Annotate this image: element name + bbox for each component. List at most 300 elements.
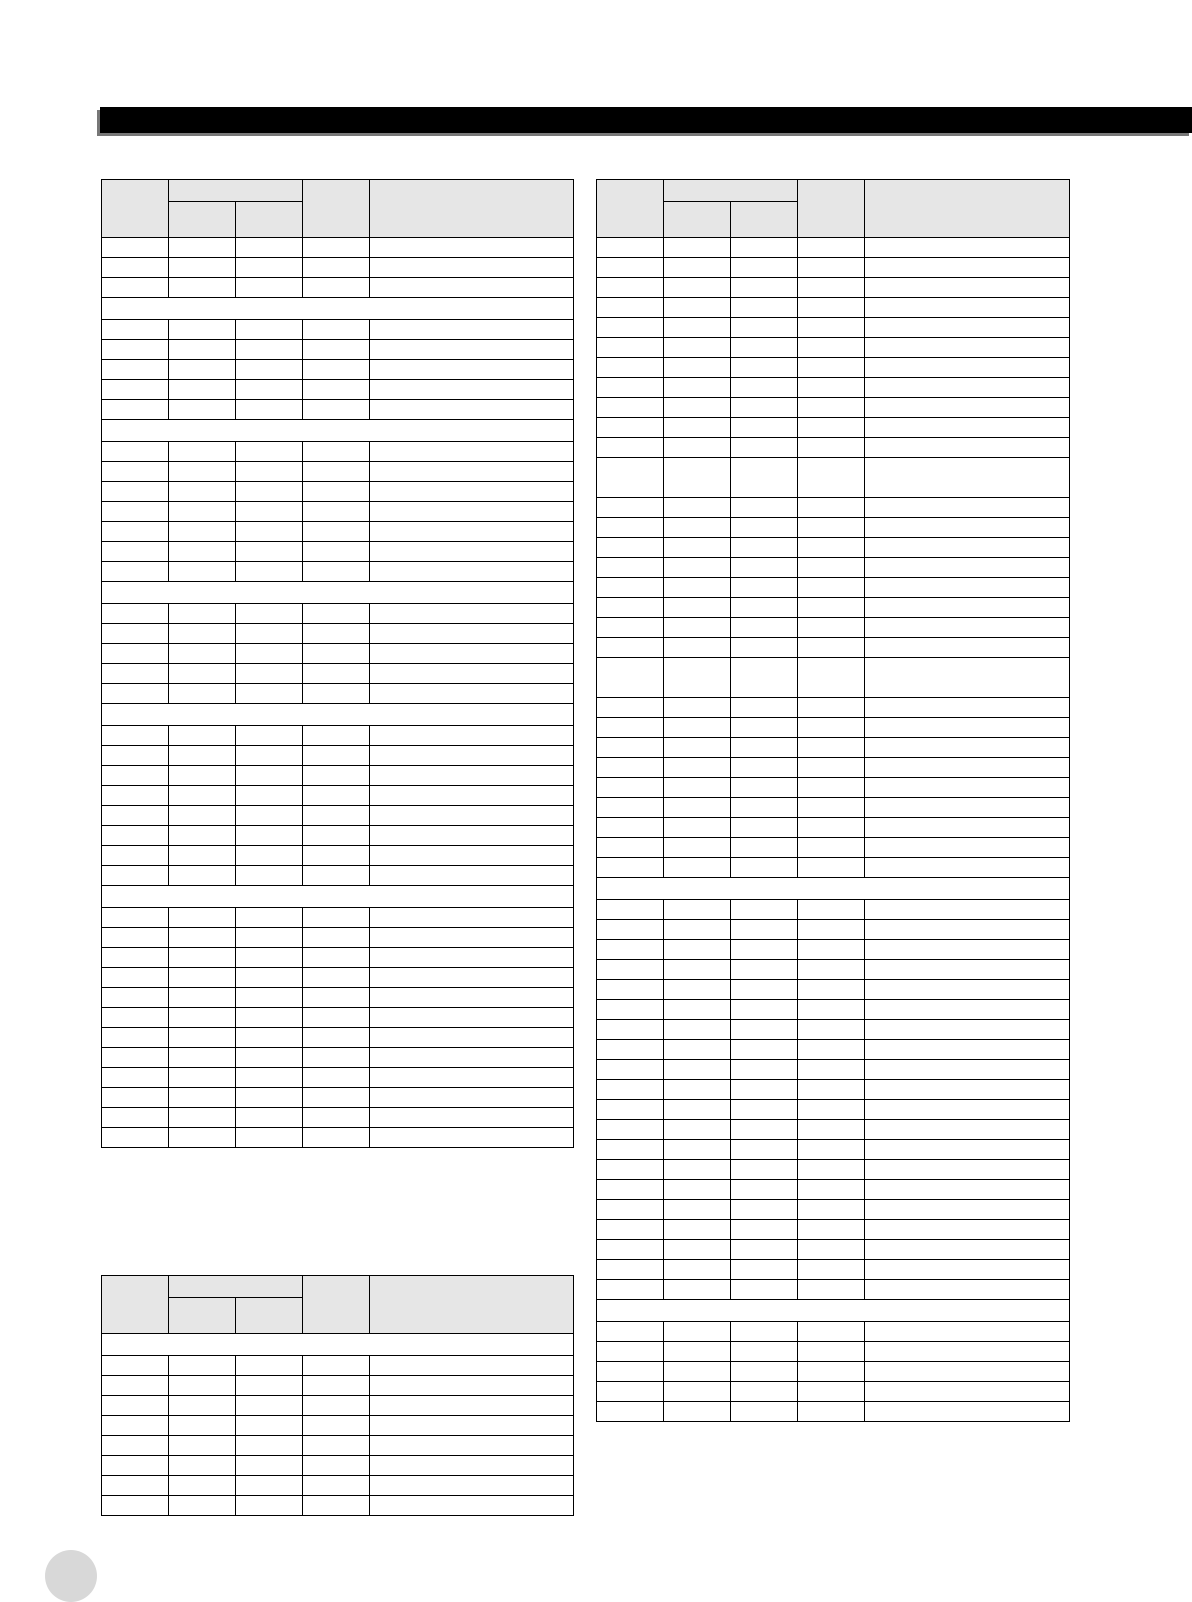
table-cell bbox=[731, 1000, 798, 1020]
table-cell bbox=[102, 624, 169, 644]
header-subcell bbox=[664, 202, 731, 238]
table-cell bbox=[370, 908, 574, 928]
table-cell bbox=[102, 1048, 169, 1068]
table-cell bbox=[664, 738, 731, 758]
table-row bbox=[597, 1342, 1070, 1362]
table-cell bbox=[303, 806, 370, 826]
table-cell bbox=[236, 502, 303, 522]
table-cell bbox=[102, 846, 169, 866]
table-cell bbox=[731, 1342, 798, 1362]
table-cell bbox=[865, 1220, 1070, 1240]
table-cell bbox=[236, 644, 303, 664]
table-cell bbox=[597, 378, 664, 398]
header-group-cell bbox=[664, 180, 798, 202]
table-cell bbox=[664, 498, 731, 518]
table-cell bbox=[102, 542, 169, 562]
table-cell bbox=[169, 908, 236, 928]
table-cell bbox=[664, 1120, 731, 1140]
table-cell bbox=[370, 1008, 574, 1028]
table-cell bbox=[865, 1260, 1070, 1280]
header-subcell bbox=[236, 202, 303, 238]
table-row bbox=[102, 908, 574, 928]
table-cell bbox=[664, 1020, 731, 1040]
table-cell bbox=[370, 320, 574, 340]
table-row bbox=[597, 798, 1070, 818]
table-cell bbox=[303, 746, 370, 766]
table-cell bbox=[865, 258, 1070, 278]
table-cell bbox=[731, 658, 798, 698]
table-cell bbox=[731, 1260, 798, 1280]
table-cell bbox=[664, 418, 731, 438]
table-cell bbox=[798, 578, 865, 598]
table-cell bbox=[169, 1496, 236, 1516]
table-row bbox=[102, 1416, 574, 1436]
table-cell bbox=[664, 1240, 731, 1260]
table-row bbox=[102, 360, 574, 380]
table-row bbox=[102, 1108, 574, 1128]
table-cell bbox=[236, 380, 303, 400]
table-cell bbox=[731, 980, 798, 1000]
table-row bbox=[102, 1496, 574, 1516]
table-cell bbox=[236, 542, 303, 562]
table-cell bbox=[102, 786, 169, 806]
table-cell bbox=[169, 502, 236, 522]
table-row bbox=[597, 298, 1070, 318]
table-cell bbox=[370, 340, 574, 360]
table-cell bbox=[370, 482, 574, 502]
table-cell bbox=[731, 818, 798, 838]
header-cell bbox=[102, 1276, 169, 1334]
table-cell bbox=[731, 258, 798, 278]
table-cell bbox=[370, 1456, 574, 1476]
table-cell bbox=[169, 482, 236, 502]
table-cell bbox=[597, 498, 664, 518]
table-cell bbox=[169, 1128, 236, 1148]
table-cell bbox=[597, 1402, 664, 1422]
table-cell bbox=[370, 1496, 574, 1516]
table-cell bbox=[798, 940, 865, 960]
table-row bbox=[597, 1160, 1070, 1180]
table-cell bbox=[597, 1060, 664, 1080]
table-cell bbox=[865, 1040, 1070, 1060]
table-cell bbox=[597, 1382, 664, 1402]
table-cell bbox=[236, 340, 303, 360]
table-cell bbox=[102, 826, 169, 846]
table-cell bbox=[865, 1342, 1070, 1362]
table-cell bbox=[865, 278, 1070, 298]
table-cell bbox=[597, 1120, 664, 1140]
section-cell bbox=[102, 298, 574, 320]
table-cell bbox=[798, 1080, 865, 1100]
table-cell bbox=[798, 278, 865, 298]
table-cell bbox=[370, 786, 574, 806]
table-cell bbox=[370, 746, 574, 766]
table-cell bbox=[798, 798, 865, 818]
table-cell bbox=[597, 298, 664, 318]
table-row bbox=[597, 1100, 1070, 1120]
table-cell bbox=[169, 1108, 236, 1128]
table-row bbox=[102, 320, 574, 340]
table-cell bbox=[798, 1322, 865, 1342]
table-cell bbox=[370, 278, 574, 298]
table-cell bbox=[236, 360, 303, 380]
table-cell bbox=[102, 1088, 169, 1108]
table-row bbox=[597, 1040, 1070, 1060]
table-cell bbox=[731, 298, 798, 318]
table-cell bbox=[169, 604, 236, 624]
table-cell bbox=[236, 1108, 303, 1128]
table-cell bbox=[236, 1456, 303, 1476]
table-cell bbox=[664, 658, 731, 698]
table-row bbox=[597, 598, 1070, 618]
table-row bbox=[102, 664, 574, 684]
table-cell bbox=[303, 258, 370, 278]
table-cell bbox=[798, 1362, 865, 1382]
table-cell bbox=[303, 948, 370, 968]
table-row bbox=[597, 358, 1070, 378]
table-cell bbox=[597, 538, 664, 558]
table-cell bbox=[236, 1088, 303, 1108]
table-cell bbox=[664, 378, 731, 398]
table-cell bbox=[664, 258, 731, 278]
data-table-left-bottom bbox=[101, 1275, 574, 1516]
table-cell bbox=[169, 1476, 236, 1496]
table-cell bbox=[597, 858, 664, 878]
table-cell bbox=[731, 920, 798, 940]
table-cell bbox=[102, 948, 169, 968]
table-cell bbox=[102, 1456, 169, 1476]
table-cell bbox=[798, 558, 865, 578]
table-cell bbox=[303, 1128, 370, 1148]
table-cell bbox=[303, 1028, 370, 1048]
table-cell bbox=[370, 380, 574, 400]
table-cell bbox=[865, 398, 1070, 418]
table-cell bbox=[597, 960, 664, 980]
table-cell bbox=[303, 968, 370, 988]
table-cell bbox=[102, 1028, 169, 1048]
table-cell bbox=[731, 378, 798, 398]
table-cell bbox=[865, 940, 1070, 960]
table-cell bbox=[664, 960, 731, 980]
table-cell bbox=[169, 624, 236, 644]
table-row bbox=[597, 738, 1070, 758]
table-row bbox=[102, 400, 574, 420]
table-cell bbox=[597, 1140, 664, 1160]
data-table-left-top bbox=[101, 179, 574, 1148]
table-cell bbox=[597, 1342, 664, 1362]
table-cell bbox=[303, 1376, 370, 1396]
table-cell bbox=[169, 258, 236, 278]
table-cell bbox=[102, 482, 169, 502]
table-cell bbox=[370, 604, 574, 624]
table-row bbox=[102, 604, 574, 624]
table-cell bbox=[664, 1140, 731, 1160]
table-cell bbox=[664, 638, 731, 658]
table-cell bbox=[169, 746, 236, 766]
table-cell bbox=[731, 960, 798, 980]
table-cell bbox=[370, 400, 574, 420]
table-cell bbox=[370, 258, 574, 278]
table-cell bbox=[664, 818, 731, 838]
table-cell bbox=[169, 988, 236, 1008]
table-cell bbox=[102, 1008, 169, 1028]
header-cell bbox=[597, 180, 664, 238]
table-cell bbox=[597, 1362, 664, 1382]
table-cell bbox=[169, 400, 236, 420]
table-cell bbox=[370, 522, 574, 542]
table-row bbox=[597, 698, 1070, 718]
table-cell bbox=[865, 1240, 1070, 1260]
table-cell bbox=[731, 638, 798, 658]
table-cell bbox=[865, 498, 1070, 518]
table-cell bbox=[664, 900, 731, 920]
table-cell bbox=[731, 1220, 798, 1240]
table-cell bbox=[731, 1180, 798, 1200]
table-row bbox=[597, 278, 1070, 298]
table-cell bbox=[798, 598, 865, 618]
table-cell bbox=[370, 846, 574, 866]
table-cell bbox=[102, 1108, 169, 1128]
table-row bbox=[102, 644, 574, 664]
data-table-right bbox=[596, 179, 1070, 1422]
table-cell bbox=[303, 320, 370, 340]
table-cell bbox=[370, 766, 574, 786]
table-row bbox=[102, 380, 574, 400]
table-cell bbox=[597, 900, 664, 920]
table-cell bbox=[865, 238, 1070, 258]
header-cell bbox=[865, 180, 1070, 238]
header-subcell bbox=[169, 1298, 236, 1334]
table-cell bbox=[169, 948, 236, 968]
table-cell bbox=[798, 318, 865, 338]
table-cell bbox=[236, 400, 303, 420]
table-cell bbox=[731, 398, 798, 418]
table-cell bbox=[169, 684, 236, 704]
table-cell bbox=[798, 1040, 865, 1060]
table-cell bbox=[169, 238, 236, 258]
table-row bbox=[597, 578, 1070, 598]
table-cell bbox=[102, 1496, 169, 1516]
table-row bbox=[597, 1020, 1070, 1040]
table-cell bbox=[597, 980, 664, 1000]
table-cell bbox=[597, 818, 664, 838]
table-cell bbox=[303, 1108, 370, 1128]
table-cell bbox=[865, 1402, 1070, 1422]
table-cell bbox=[798, 1020, 865, 1040]
table-cell bbox=[169, 462, 236, 482]
table-cell bbox=[169, 1396, 236, 1416]
table-row bbox=[597, 658, 1070, 698]
table-cell bbox=[597, 578, 664, 598]
table-cell bbox=[865, 980, 1070, 1000]
table-cell bbox=[303, 1008, 370, 1028]
table-cell bbox=[169, 786, 236, 806]
table-row bbox=[597, 1180, 1070, 1200]
table-cell bbox=[865, 458, 1070, 498]
table-cell bbox=[731, 518, 798, 538]
table-cell bbox=[664, 1180, 731, 1200]
table-cell bbox=[236, 1376, 303, 1396]
table-cell bbox=[798, 698, 865, 718]
table-cell bbox=[303, 542, 370, 562]
table-row bbox=[597, 1402, 1070, 1422]
table-cell bbox=[597, 1220, 664, 1240]
table-cell bbox=[303, 908, 370, 928]
table-row bbox=[102, 1128, 574, 1148]
table-cell bbox=[865, 1160, 1070, 1180]
table-cell bbox=[169, 1008, 236, 1028]
table-row bbox=[102, 846, 574, 866]
table-cell bbox=[798, 458, 865, 498]
table-row bbox=[102, 746, 574, 766]
section-cell bbox=[102, 1334, 574, 1356]
table-cell bbox=[731, 538, 798, 558]
table-cell bbox=[731, 1382, 798, 1402]
table-cell bbox=[102, 320, 169, 340]
table-cell bbox=[102, 1128, 169, 1148]
table-row bbox=[597, 920, 1070, 940]
table-cell bbox=[664, 598, 731, 618]
table-cell bbox=[597, 738, 664, 758]
section-cell bbox=[597, 878, 1070, 900]
table-cell bbox=[865, 1382, 1070, 1402]
table-cell bbox=[169, 1088, 236, 1108]
table-cell bbox=[798, 618, 865, 638]
table-cell bbox=[102, 1396, 169, 1416]
table-cell bbox=[370, 1476, 574, 1496]
table-cell bbox=[798, 1220, 865, 1240]
table-cell bbox=[236, 846, 303, 866]
table-cell bbox=[865, 598, 1070, 618]
table-cell bbox=[370, 1128, 574, 1148]
table-cell bbox=[865, 960, 1070, 980]
table-row bbox=[597, 518, 1070, 538]
table-cell bbox=[664, 558, 731, 578]
table-cell bbox=[236, 746, 303, 766]
table-cell bbox=[664, 338, 731, 358]
table-cell bbox=[169, 1456, 236, 1476]
table-cell bbox=[731, 1040, 798, 1060]
table-cell bbox=[798, 638, 865, 658]
table-cell bbox=[303, 684, 370, 704]
table-row bbox=[597, 900, 1070, 920]
table-cell bbox=[236, 806, 303, 826]
header-subcell bbox=[236, 1298, 303, 1334]
table-cell bbox=[236, 1356, 303, 1376]
table-cell bbox=[597, 920, 664, 940]
table-cell bbox=[597, 1000, 664, 1020]
table-row bbox=[102, 1088, 574, 1108]
table-cell bbox=[664, 1260, 731, 1280]
table-cell bbox=[731, 940, 798, 960]
table-cell bbox=[798, 1000, 865, 1020]
table-cell bbox=[370, 562, 574, 582]
table-cell bbox=[664, 1200, 731, 1220]
table-cell bbox=[597, 358, 664, 378]
table-cell bbox=[303, 400, 370, 420]
table-cell bbox=[664, 578, 731, 598]
table-cell bbox=[303, 1396, 370, 1416]
table-cell bbox=[731, 338, 798, 358]
table-cell bbox=[102, 1068, 169, 1088]
table-cell bbox=[303, 988, 370, 1008]
table-cell bbox=[303, 278, 370, 298]
table-cell bbox=[303, 482, 370, 502]
table-row bbox=[102, 462, 574, 482]
table-row bbox=[597, 418, 1070, 438]
table-cell bbox=[865, 1020, 1070, 1040]
table-cell bbox=[236, 522, 303, 542]
table-row bbox=[597, 718, 1070, 738]
table-row bbox=[102, 1028, 574, 1048]
table-cell bbox=[798, 498, 865, 518]
table-cell bbox=[865, 558, 1070, 578]
table-row bbox=[597, 758, 1070, 778]
table-cell bbox=[169, 866, 236, 886]
table-cell bbox=[370, 1376, 574, 1396]
table-cell bbox=[303, 238, 370, 258]
table-row bbox=[597, 618, 1070, 638]
section-row bbox=[102, 582, 574, 604]
table-cell bbox=[731, 238, 798, 258]
table-cell bbox=[731, 498, 798, 518]
table-cell bbox=[664, 358, 731, 378]
table-row bbox=[102, 1048, 574, 1068]
table-row bbox=[597, 778, 1070, 798]
table-cell bbox=[102, 928, 169, 948]
table-cell bbox=[731, 318, 798, 338]
table-cell bbox=[303, 1356, 370, 1376]
table-cell bbox=[169, 806, 236, 826]
table-cell bbox=[169, 360, 236, 380]
table-row bbox=[597, 378, 1070, 398]
table-cell bbox=[370, 1436, 574, 1456]
table-row bbox=[102, 826, 574, 846]
table-row bbox=[102, 684, 574, 704]
table-cell bbox=[169, 766, 236, 786]
table-cell bbox=[798, 1200, 865, 1220]
section-cell bbox=[102, 420, 574, 442]
table-row bbox=[102, 522, 574, 542]
table-cell bbox=[303, 846, 370, 866]
table-row bbox=[597, 858, 1070, 878]
table-cell bbox=[370, 726, 574, 746]
table-cell bbox=[303, 604, 370, 624]
table-cell bbox=[664, 1362, 731, 1382]
header-cell bbox=[370, 180, 574, 238]
table-cell bbox=[865, 438, 1070, 458]
table-row bbox=[102, 866, 574, 886]
table-cell bbox=[597, 278, 664, 298]
table-cell bbox=[597, 598, 664, 618]
table-cell bbox=[798, 1060, 865, 1080]
table-row bbox=[597, 1280, 1070, 1300]
table-cell bbox=[731, 1140, 798, 1160]
table-cell bbox=[731, 838, 798, 858]
table-cell bbox=[102, 908, 169, 928]
table-cell bbox=[865, 838, 1070, 858]
table-row bbox=[102, 968, 574, 988]
table-cell bbox=[102, 258, 169, 278]
table-cell bbox=[303, 380, 370, 400]
table-cell bbox=[865, 418, 1070, 438]
table-cell bbox=[731, 1200, 798, 1220]
table-row bbox=[102, 1376, 574, 1396]
table-cell bbox=[865, 1180, 1070, 1200]
table-cell bbox=[303, 664, 370, 684]
table-cell bbox=[664, 920, 731, 940]
table-cell bbox=[169, 664, 236, 684]
